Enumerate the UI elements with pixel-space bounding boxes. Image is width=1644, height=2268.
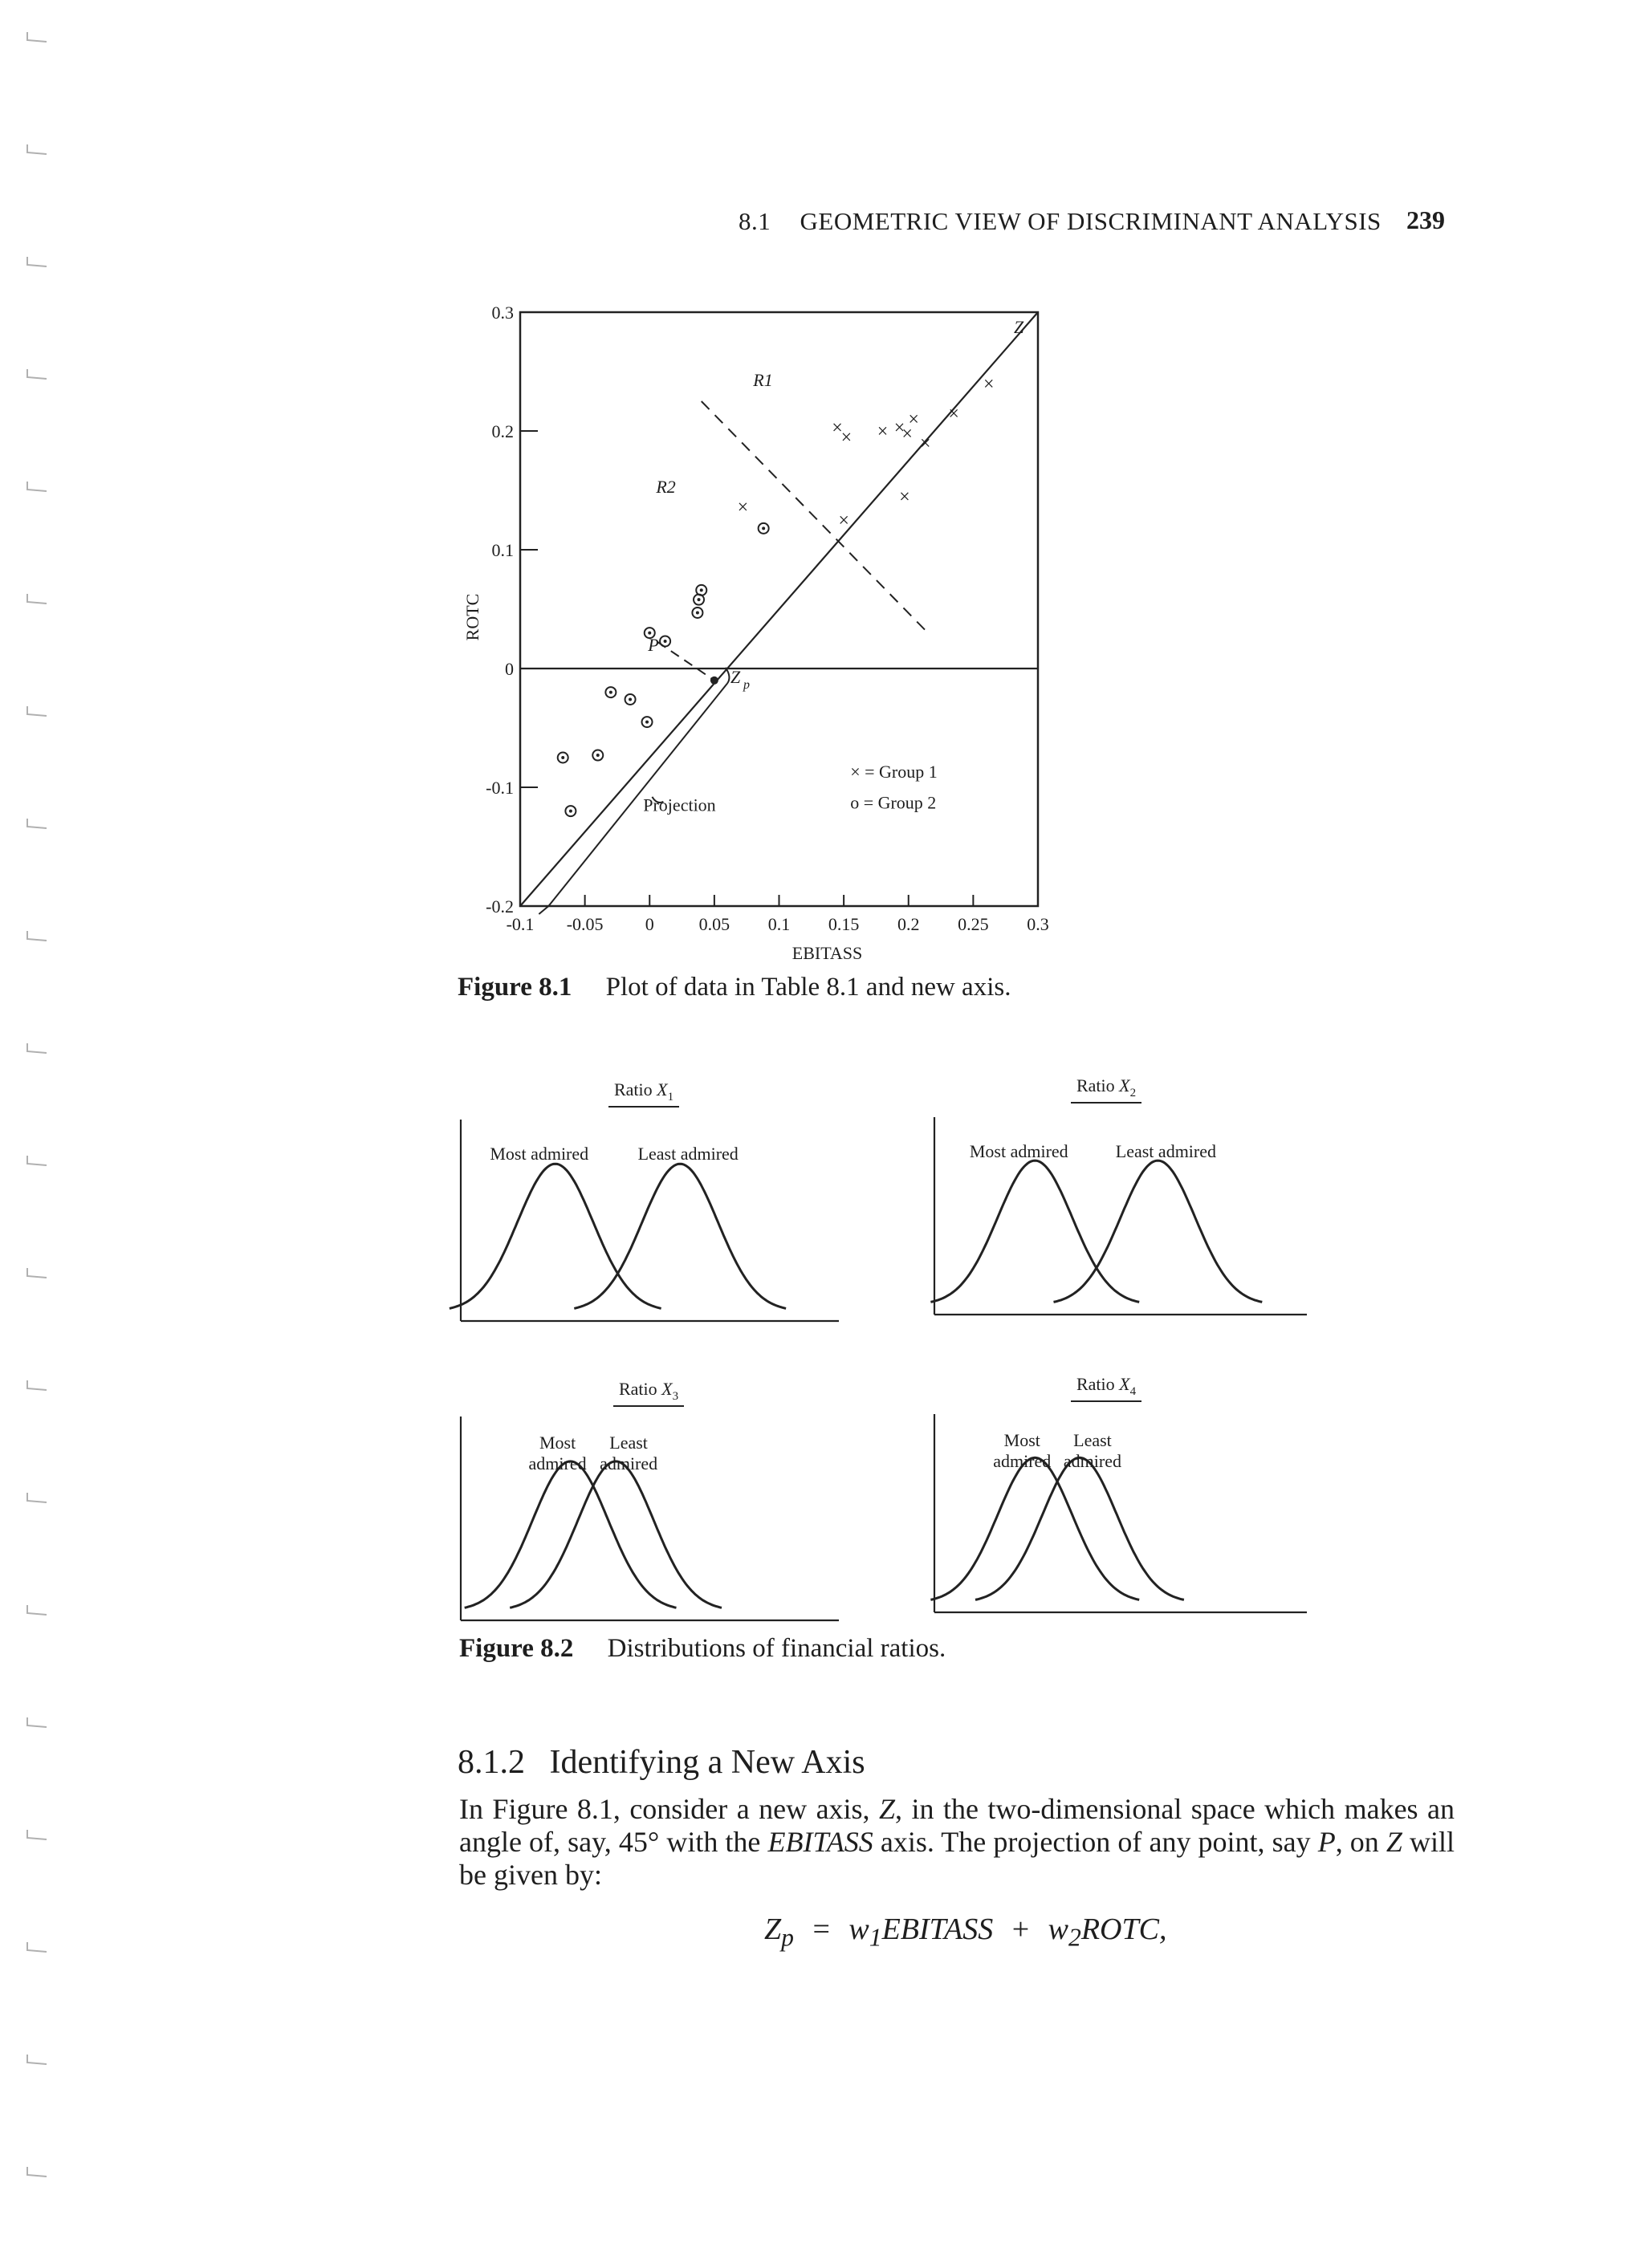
eq-w1: w bbox=[848, 1912, 869, 1946]
body-var-p: P bbox=[1317, 1826, 1336, 1858]
page-number: 239 bbox=[1406, 205, 1445, 234]
group1-point: × bbox=[899, 486, 910, 508]
most-admired-label: Most admired bbox=[490, 1144, 589, 1164]
distribution-panel-3 bbox=[461, 1379, 839, 1620]
x-tick-label: 0.05 bbox=[698, 914, 730, 934]
eq-w1-sub: 1 bbox=[869, 1923, 882, 1952]
eq-term1: EBITASS bbox=[881, 1912, 994, 1946]
eq-plus: + bbox=[1011, 1912, 1030, 1946]
gutter-tick bbox=[27, 2055, 47, 2064]
y-tick-label: 0 bbox=[505, 659, 514, 679]
legend-group2: o = Group 2 bbox=[850, 792, 937, 813]
least-admired-curve bbox=[510, 1461, 722, 1608]
x-tick-label: 0.2 bbox=[897, 914, 920, 934]
most-admired-curve bbox=[465, 1461, 677, 1608]
distribution-panel-1 bbox=[450, 1079, 839, 1321]
y-axis-label: ROTC bbox=[462, 593, 482, 641]
panel-title: Ratio $X_1$ bbox=[613, 1079, 674, 1104]
eq-w2-sub: 2 bbox=[1068, 1923, 1081, 1952]
projection-label: Projection bbox=[643, 795, 716, 815]
eq-lhs-sub: p bbox=[781, 1923, 794, 1952]
figure-8-2-caption-text: Distributions of financial ratios. bbox=[607, 1634, 946, 1663]
body-text-run: In Figure 8.1, consider a new axis, bbox=[459, 1793, 880, 1825]
least-admired-label-line2: admired bbox=[1063, 1451, 1122, 1471]
gutter-tick bbox=[27, 1942, 47, 1952]
panel-title: Ratio $X_2$ bbox=[1076, 1075, 1137, 1099]
section-title: Identifying a New Axis bbox=[549, 1744, 865, 1781]
least-admired-label: Least admired bbox=[637, 1144, 739, 1164]
group1-point: × bbox=[838, 510, 849, 531]
distribution-panel-2 bbox=[930, 1075, 1307, 1315]
group1-point: × bbox=[877, 421, 889, 442]
body-text-run: axis. The projection of any point, say bbox=[873, 1826, 1318, 1858]
x-tick-label: -0.1 bbox=[506, 914, 535, 934]
most-admired-label-line2: admired bbox=[528, 1453, 587, 1473]
panel-title: Ratio $X_3$ bbox=[618, 1379, 679, 1403]
distribution-panel-4 bbox=[930, 1374, 1307, 1612]
point-p-label: P bbox=[648, 634, 659, 655]
running-head-section-number: 8.1 bbox=[739, 207, 771, 235]
group1-point: × bbox=[737, 497, 749, 518]
x-axis-label: EBITASS bbox=[791, 943, 863, 963]
panel-title: Ratio $X_4$ bbox=[1076, 1374, 1137, 1398]
group1-point: × bbox=[893, 417, 905, 439]
body-var-ebitass: EBITASS bbox=[767, 1826, 873, 1858]
body-var-z: Z bbox=[879, 1793, 896, 1825]
most-admired-curve bbox=[450, 1164, 661, 1308]
projection-point-label: Z bbox=[730, 666, 741, 687]
section-heading bbox=[458, 1743, 865, 1782]
most-admired-label: Most admired bbox=[969, 1141, 1068, 1161]
y-tick-label: -0.2 bbox=[486, 896, 514, 917]
body-paragraph bbox=[459, 1793, 1455, 1892]
group1-point: × bbox=[948, 403, 959, 425]
least-admired-curve bbox=[574, 1164, 786, 1308]
least-admired-label: Least bbox=[609, 1433, 648, 1453]
least-admired-label-line2: admired bbox=[600, 1453, 658, 1473]
y-tick-label: 0.2 bbox=[491, 421, 514, 441]
body-text-run: , on bbox=[1335, 1826, 1386, 1858]
region-r2-label: R2 bbox=[656, 476, 676, 497]
most-admired-curve bbox=[930, 1457, 1139, 1599]
projection-point-sub: p bbox=[743, 677, 750, 692]
gutter-tick bbox=[27, 1717, 47, 1727]
y-tick-label: 0.1 bbox=[491, 540, 514, 560]
body-var-z: Z bbox=[1386, 1826, 1402, 1858]
body-text-run: , in the two-dimensional space which makes an angle of, say, 45° with the bbox=[459, 1793, 1455, 1858]
gutter-tick bbox=[27, 2167, 47, 2177]
x-tick-label: 0.15 bbox=[828, 914, 860, 934]
eq-lhs: Z bbox=[764, 1912, 782, 1946]
group1-point: × bbox=[840, 427, 853, 449]
x-tick-label: 0.3 bbox=[1027, 914, 1049, 934]
equation bbox=[764, 1912, 1166, 1953]
gutter-tick bbox=[27, 1830, 47, 1839]
group1-point: × bbox=[919, 433, 931, 454]
figure-8-2-caption bbox=[459, 1634, 946, 1664]
eq-equals: = bbox=[812, 1912, 830, 1946]
most-admired-curve bbox=[930, 1160, 1139, 1302]
x-tick-label: 0.25 bbox=[958, 914, 989, 934]
y-tick-label: -0.1 bbox=[486, 778, 514, 798]
running-head-title: GEOMETRIC VIEW OF DISCRIMINANT ANALYSIS bbox=[800, 207, 1382, 235]
figure-8-1-caption-number: Figure 8.1 bbox=[458, 973, 572, 1002]
most-admired-label: Most bbox=[1003, 1430, 1040, 1450]
body-text-run: will be given by: bbox=[459, 1826, 1455, 1891]
most-admired-label: Most bbox=[539, 1433, 576, 1453]
least-admired-label: Least admired bbox=[1115, 1141, 1217, 1161]
x-tick-label: 0.1 bbox=[767, 914, 791, 934]
section-number: 8.1.2 bbox=[458, 1744, 525, 1781]
x-tick-label: -0.05 bbox=[566, 914, 604, 934]
figure-8-1-caption-text: Plot of data in Table 8.1 and new axis. bbox=[605, 973, 1011, 1002]
group1-point: × bbox=[908, 409, 919, 431]
most-admired-label-line2: admired bbox=[993, 1451, 1052, 1471]
least-admired-curve bbox=[975, 1457, 1184, 1599]
least-admired-curve bbox=[1054, 1160, 1263, 1302]
x-tick-label: 0 bbox=[645, 914, 654, 934]
least-admired-label: Least bbox=[1073, 1430, 1112, 1450]
figure-8-2-caption-number: Figure 8.2 bbox=[459, 1634, 574, 1663]
eq-term2: ROTC, bbox=[1080, 1912, 1167, 1946]
y-tick-label: 0.3 bbox=[491, 303, 514, 323]
group1-point: × bbox=[901, 423, 913, 445]
eq-w2: w bbox=[1048, 1912, 1068, 1946]
z-axis-label: Z bbox=[1014, 317, 1024, 337]
region-r1-label: R1 bbox=[753, 369, 773, 390]
group1-point: × bbox=[832, 417, 843, 439]
group1-point: × bbox=[983, 373, 995, 395]
legend-group1: × = Group 1 bbox=[850, 762, 938, 782]
